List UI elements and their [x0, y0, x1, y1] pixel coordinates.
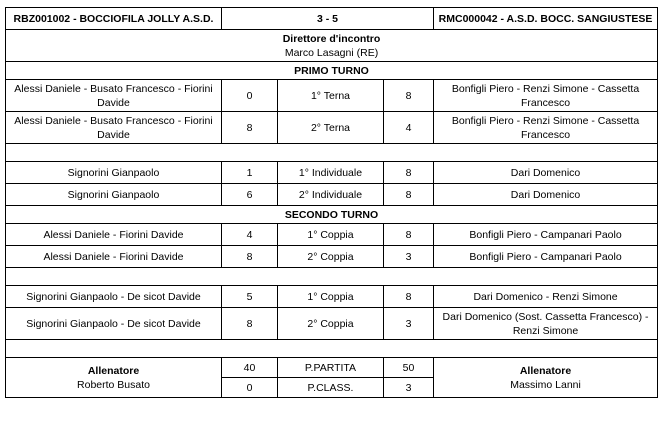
home-score: 1 [222, 162, 278, 184]
away-score: 3 [384, 308, 434, 340]
game-type: 1° Coppia [278, 286, 384, 308]
away-score: 8 [384, 184, 434, 206]
game-row [6, 224, 658, 246]
game-type: 1° Terna [278, 80, 384, 112]
home-players: Alessi Daniele - Fiorini Davide [6, 246, 222, 268]
spacer-cell [6, 144, 658, 162]
away-players: Bonfigli Piero - Renzi Simone - Cassetta Francesco [434, 112, 658, 144]
away-players: Bonfigli Piero - Renzi Simone - Cassetta Francesco [434, 80, 658, 112]
final-score: 3 - 5 [222, 8, 434, 30]
home-score: 6 [222, 184, 278, 206]
section-row [6, 62, 658, 80]
spacer-cell [6, 268, 658, 286]
points-classifica-label: P.CLASS. [278, 378, 384, 398]
game-row [6, 112, 658, 144]
home-score: 4 [222, 224, 278, 246]
home-coach-cell [6, 358, 222, 398]
home-coach-label: Allenatore [87, 364, 140, 377]
home-players: Signorini Gianpaolo - De sicot Davide [6, 308, 222, 340]
game-row [6, 246, 658, 268]
footer-row-partita [6, 358, 658, 378]
points-partita-label: P.PARTITA [278, 358, 384, 378]
spacer-row [6, 340, 658, 358]
home-points-classifica: 0 [222, 378, 278, 398]
section-title-secondo-turno: SECONDO TURNO [6, 206, 658, 224]
game-type: 1° Individuale [278, 162, 384, 184]
away-players: Dari Domenico [434, 162, 658, 184]
home-players: Alessi Daniele - Fiorini Davide [6, 224, 222, 246]
game-row [6, 286, 658, 308]
director-row [6, 30, 658, 62]
away-players: Dari Domenico (Sost. Cassetta Francesco) - Renzi Simone [434, 308, 658, 340]
spacer-cell [6, 340, 658, 358]
away-players: Bonfigli Piero - Campanari Paolo [434, 246, 658, 268]
game-type: 2° Coppia [278, 308, 384, 340]
home-players: Signorini Gianpaolo [6, 162, 222, 184]
away-coach-cell [434, 358, 658, 398]
home-team-name: RBZ001002 - BOCCIOFILA JOLLY A.S.D. [6, 8, 222, 30]
away-players: Dari Domenico [434, 184, 658, 206]
director-cell [6, 30, 658, 62]
away-points-classifica: 3 [384, 378, 434, 398]
home-score: 8 [222, 246, 278, 268]
home-coach-name: Roberto Busato [77, 378, 150, 391]
away-players: Bonfigli Piero - Campanari Paolo [434, 224, 658, 246]
home-score: 5 [222, 286, 278, 308]
away-score: 8 [384, 224, 434, 246]
away-score: 4 [384, 112, 434, 144]
away-score: 3 [384, 246, 434, 268]
section-title-primo-turno: PRIMO TURNO [6, 62, 658, 80]
game-row [6, 162, 658, 184]
away-points-partita: 50 [384, 358, 434, 378]
home-players: Signorini Gianpaolo [6, 184, 222, 206]
game-row [6, 308, 658, 340]
game-row [6, 80, 658, 112]
away-team-name: RMC000042 - A.S.D. BOCC. SANGIUSTESE [434, 8, 658, 30]
game-type: 2° Coppia [278, 246, 384, 268]
home-players: Alessi Daniele - Busato Francesco - Fiorini Davide [6, 80, 222, 112]
away-score: 8 [384, 80, 434, 112]
section-row [6, 206, 658, 224]
match-header-row [6, 8, 658, 30]
game-type: 2° Individuale [278, 184, 384, 206]
spacer-row [6, 268, 658, 286]
game-type: 1° Coppia [278, 224, 384, 246]
game-row [6, 184, 658, 206]
home-points-partita: 40 [222, 358, 278, 378]
home-players: Signorini Gianpaolo - De sicot Davide [6, 286, 222, 308]
home-score: 8 [222, 308, 278, 340]
game-type: 2° Terna [278, 112, 384, 144]
home-score: 0 [222, 80, 278, 112]
away-coach-name: Massimo Lanni [510, 378, 581, 391]
home-score: 8 [222, 112, 278, 144]
director-label: Direttore d'incontro [282, 32, 381, 45]
away-coach-label: Allenatore [519, 364, 572, 377]
home-players: Alessi Daniele - Busato Francesco - Fiorini Davide [6, 112, 222, 144]
away-score: 8 [384, 162, 434, 184]
away-players: Dari Domenico - Renzi Simone [434, 286, 658, 308]
away-score: 8 [384, 286, 434, 308]
director-name: Marco Lasagni (RE) [284, 46, 379, 59]
spacer-row [6, 144, 658, 162]
match-report-table [5, 7, 658, 398]
